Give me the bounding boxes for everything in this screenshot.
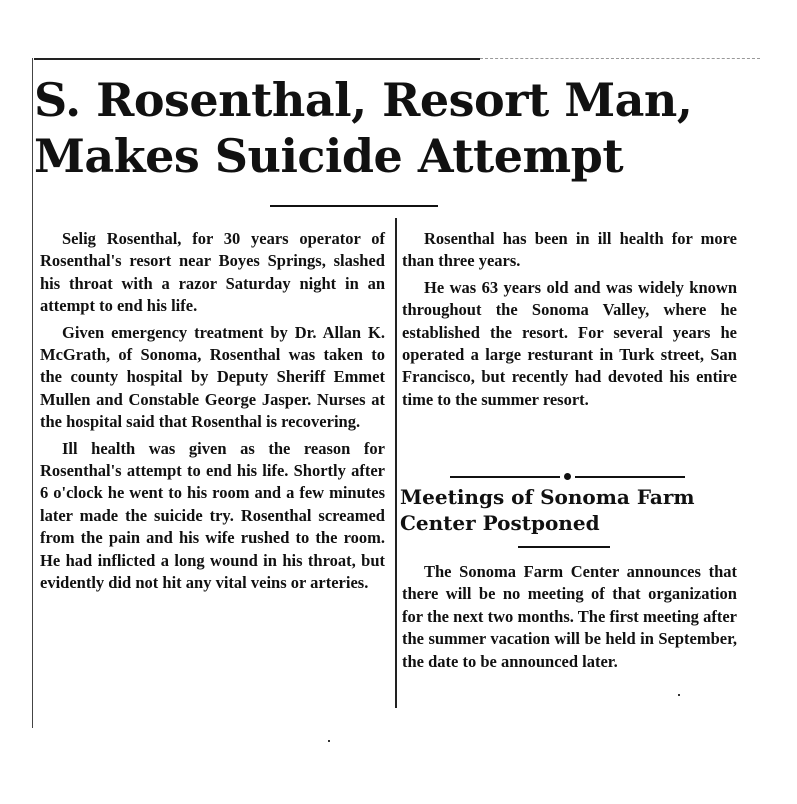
subhead-rule xyxy=(518,546,610,548)
article-paragraph: Ill health was given as the reason for Rosenthal's attempt to end his life. Shortly after 6 o'clock he went to his room and a few minutes later made the suicide try. Rosenthal screamed from the pain and his wife rushed to the room. He had inflicted a long wound in his throat, but evidently did not hit any vital veins or arteries. xyxy=(40,438,385,593)
second-headline: Meetings of Sonoma Farm Center Postponed xyxy=(400,485,695,535)
article-paragraph: He was 63 years old and was widely known throughout the Sonoma Valley, where he established the resort. For several years he operated a large resturant in Turk street, San Francisco, but recently had devoted his entire time to the summer resort. xyxy=(402,277,737,409)
ornament-line-right xyxy=(575,476,685,478)
ornament-dot-icon xyxy=(564,473,571,480)
left-border-rule xyxy=(32,58,33,728)
article-paragraph: Given emergency treatment by Dr. Allan K. McGrath, of Sonoma, Rosenthal was taken to the county hospital by Deputy Sheriff Emmet Mullen and Constable George Jasper. Nurses at the hospital said that Rosenthal is recovering. xyxy=(40,322,385,432)
top-border-rule-faint xyxy=(480,58,760,59)
headline-line-2: Makes Suicide Attempt xyxy=(34,129,624,183)
article-column-1 xyxy=(40,228,385,599)
article-paragraph: Selig Rosenthal, for 30 years operator of Rosenthal's resort near Boyes Springs, slashed his throat with a razor Saturday night in an attempt to end his life. xyxy=(40,229,385,316)
top-border-rule xyxy=(34,58,480,60)
second-article-body xyxy=(402,561,737,677)
scan-speck xyxy=(678,694,680,696)
column-divider xyxy=(395,218,397,708)
headline-rule xyxy=(270,205,438,207)
ornament-line-left xyxy=(450,476,560,478)
scan-speck xyxy=(328,740,330,742)
article-paragraph: The Sonoma Farm Center announces that there will be no meeting of that organization for the next two months. The first meeting after the summer vacation will be held in September, the date to be announced later. xyxy=(402,562,737,671)
main-headline xyxy=(34,72,754,184)
article-column-2 xyxy=(402,228,737,415)
article-paragraph: Rosenthal has been in ill health for more than three years. xyxy=(402,229,737,271)
ornamental-divider xyxy=(450,471,685,483)
headline-line-1: S. Rosenthal, Resort Man, xyxy=(34,73,693,127)
